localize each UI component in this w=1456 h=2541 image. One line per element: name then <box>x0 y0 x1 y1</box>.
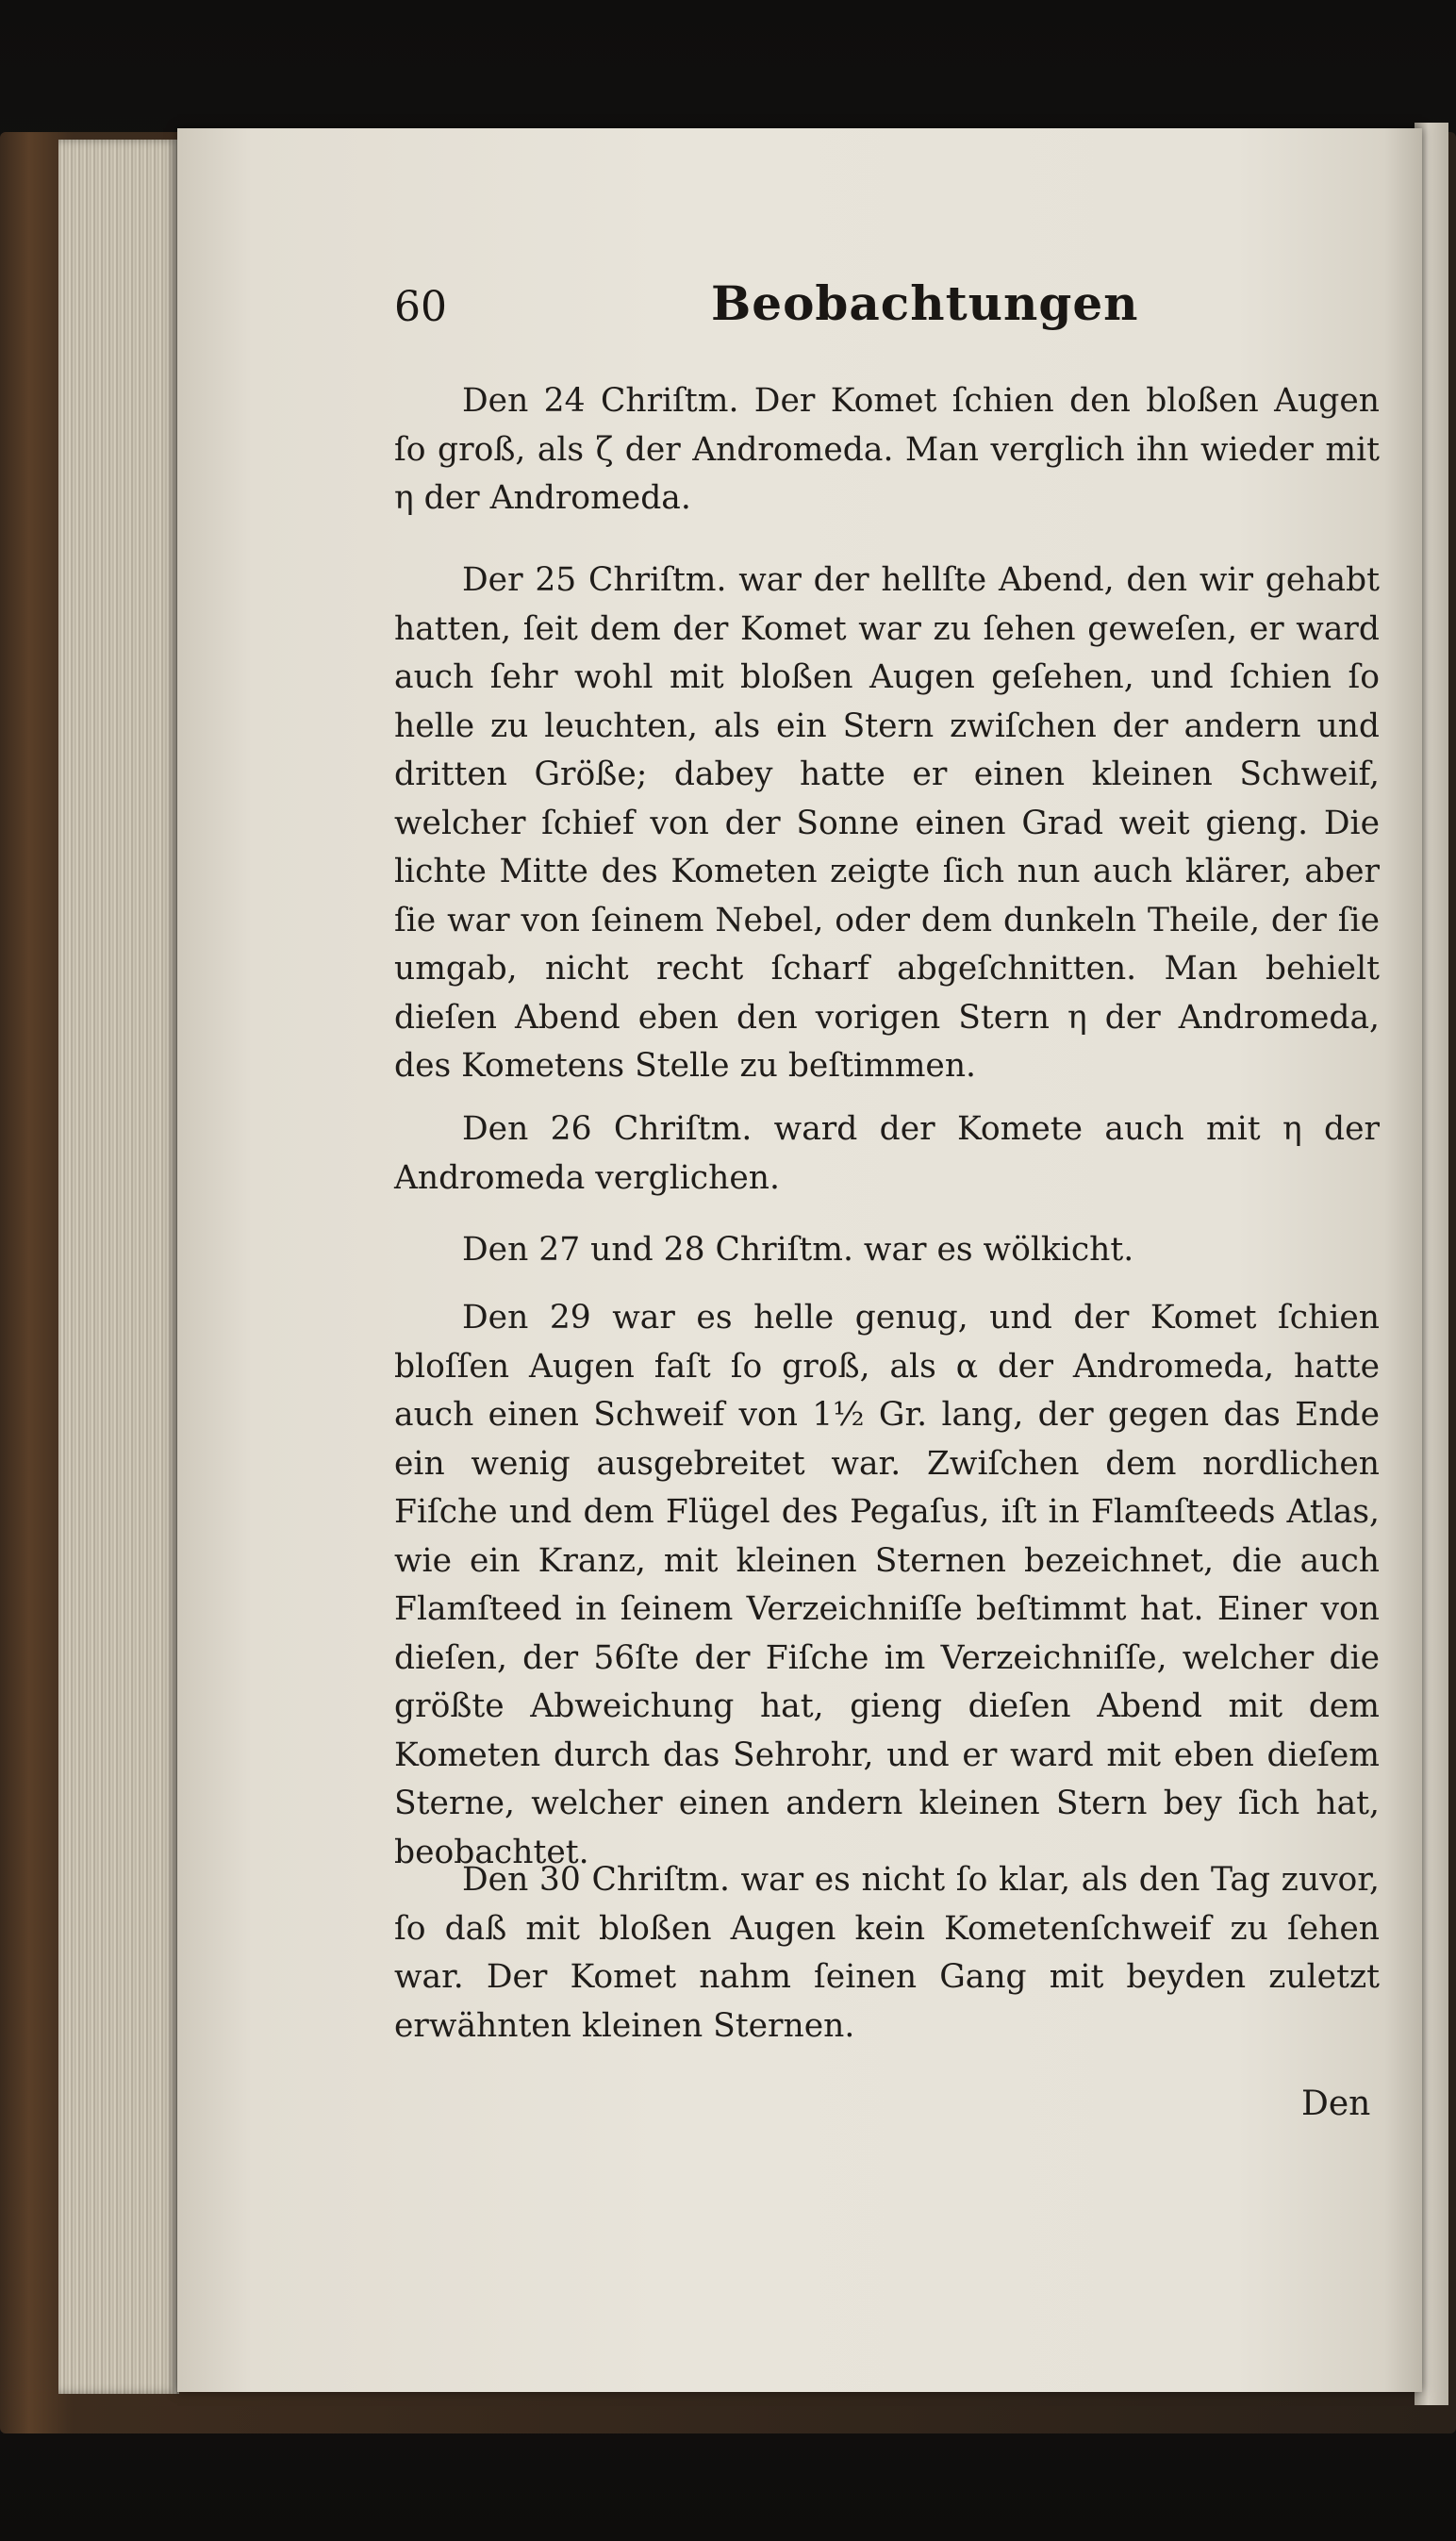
paragraph-2: Der 25 Chriſtm. war der hellſte Abend, den wir gehabt hatten, ſeit dem der Komet war zu ſehen geweſen, er ward auch ſehr wohl mit bloßen Augen geſehen, und ſchien ſo helle zu leuchten, als ein Stern zwiſchen der andern und dritten Größe; dabey hatte er einen kleinen Schweif, welcher ſchief von der Sonne einen Grad weit gieng. Die lichte Mitte des Kometen zeigte ſich nun auch klärer, aber ſie war von ſeinem Nebel, oder dem dunkeln Theile, der ſie umgab, nicht recht ſcharf abgeſchnitten. Man behielt dieſen Abend eben den vorigen Stern η der Andromeda, des Kometens Stelle zu beſtimmen. <box>394 561 1380 1085</box>
paragraph-4: Den 27 und 28 Chriſtm. war es wölkicht. <box>462 1231 1134 1269</box>
catchword: Den <box>1301 2084 1371 2123</box>
paragraph-1: Den 24 Chriſtm. Der Komet ſchien den bloßen Augen ſo groß, als ζ der Andromeda. Man verglich ihn wieder mit η der Andromeda. <box>394 382 1380 517</box>
page-edges <box>58 140 179 2394</box>
paragraph-3: Den 26 Chriſtm. ward der Komete auch mit η der Andromeda verglichen. <box>394 1110 1380 1197</box>
page-header <box>394 275 1380 351</box>
paragraph-5: Den 29 war es helle genug, und der Komet ſchien bloſſen Augen faſt ſo groß, als α der Andromeda, hatte auch einen Schweif von 1½ Gr. lang, der gegen das Ende ein wenig ausgebreitet war. Zwiſchen dem nordlichen Fiſche und dem Flügel des Pegaſus, iſt in Flamſteeds Atlas, wie ein Kranz, mit kleinen Sternen bezeichnet, die auch Flamſteed in ſeinem Verzeichniſſe beſtimmt hat. Einer von dieſen, der 56ſte der Fiſche im Verzeichniſſe, welcher die größte Abweichung hat, gieng dieſen Abend mit dem Kometen durch das Sehrohr, und er ward mit eben dieſem Sterne, welcher einen andern kleinen Stern bey ſich hat, beobachtet. <box>394 1299 1380 1871</box>
page-number: 60 <box>394 283 447 331</box>
paragraph-6: Den 30 Chriſtm. war es nicht ſo klar, als den Tag zuvor, ſo daß mit bloßen Augen kein Kometenſchweif zu ſehen war. Der Komet nahm ſeinen Gang mit beyden zuletzt erwähnten kleinen Sternen. <box>394 1861 1380 2045</box>
running-head: Beobachtungen <box>711 275 1139 331</box>
